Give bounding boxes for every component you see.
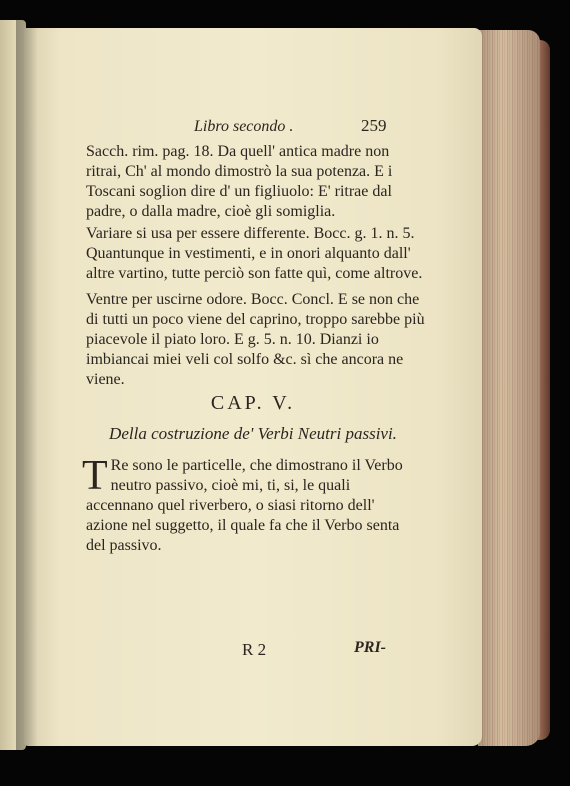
paragraph-3-text: Ventre per uscirne odore. Bocc. Concl. E se non che di tutti un poco viene del caprino, troppo sarebbe più piacevole il piato loro. E g. 5. n. 10. Dianzi io imbiancai miei veli col solfo &c. sì che ancora ne viene. xyxy=(86,291,425,388)
chapter-title: Della costruzione de' Verbi Neutri passivi. xyxy=(109,424,397,443)
book-page xyxy=(24,28,482,746)
fore-edge-shade xyxy=(478,30,540,746)
chapter-body xyxy=(82,453,410,556)
catchword: PRI- xyxy=(354,639,386,656)
chapter-body-text: Re sono le particelle, che dimostrano il Verbo neutro passivo, cioè mi, ti, si, le quali accennano quel riverbero, o siasi ritorno dell' azione nel suggetto, il quale fa che il Verbo senta del passivo. xyxy=(86,457,403,554)
running-head: Libro secondo . xyxy=(194,118,294,135)
signature-mark: R 2 xyxy=(242,640,267,659)
chapter-heading: CAP. V. xyxy=(210,392,296,414)
page-number: 259 xyxy=(361,116,387,135)
drop-cap: T xyxy=(82,453,108,499)
gutter-shadow xyxy=(16,20,38,750)
paragraph-3 xyxy=(86,290,426,390)
paragraph-1-text: Sacch. rim. pag. 18. Da quell' antica madre non ritrai, Ch' al mondo dimostrò la sua potenza. E i Toscani soglion dire d' un figliuolo: E' ritrae dal padre, o dalla madre, cioè gli somiglia. xyxy=(86,143,393,220)
paragraph-2 xyxy=(86,224,426,284)
paragraph-1 xyxy=(86,142,426,222)
paragraph-2-text: Variare si usa per essere differente. Bocc. g. 1. n. 5. Quantunque in vestimenti, e in onori alquanto dall' altre vartino, tutte perciò son fatte quì, come altrove. xyxy=(86,225,423,282)
